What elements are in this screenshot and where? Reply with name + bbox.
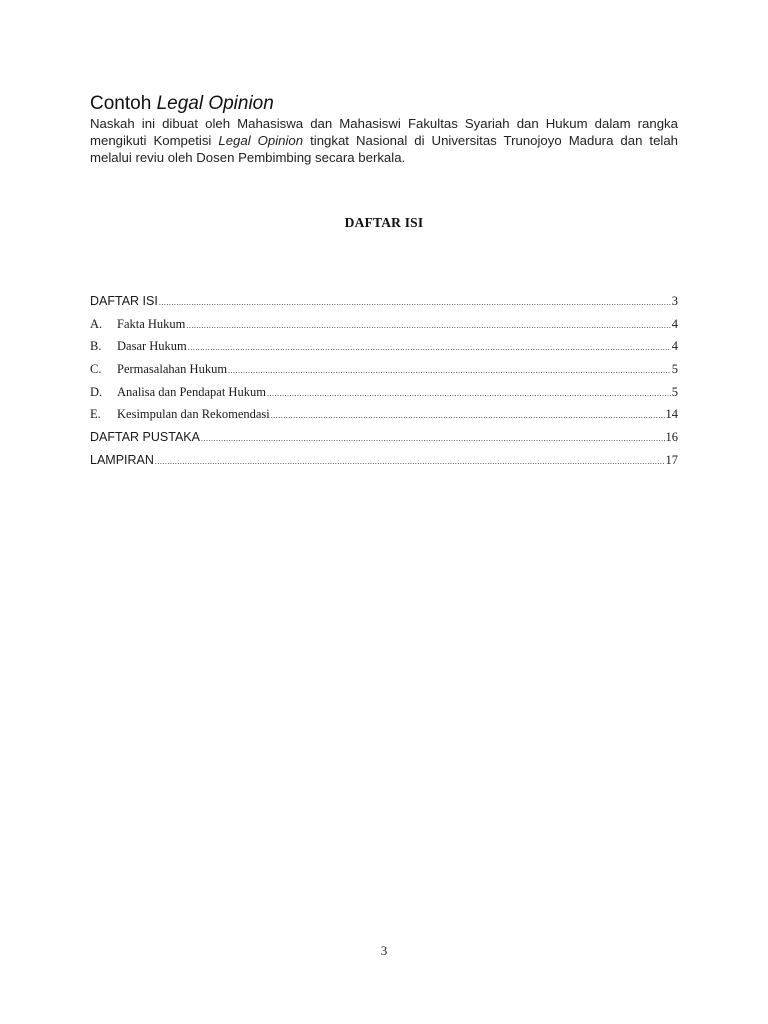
toc-entry-label: DAFTAR ISI xyxy=(90,294,158,308)
toc-entry-page: 4 xyxy=(671,316,678,331)
toc-entry-letter: D. xyxy=(90,384,103,399)
toc-entry-page: 5 xyxy=(671,362,678,377)
intro-paragraph xyxy=(90,115,678,166)
toc-entry-label: Dasar Hukum xyxy=(117,339,187,354)
toc-entry-kesimpulan-rekomendasi[interactable] xyxy=(90,407,678,430)
toc-dot-leader xyxy=(228,366,671,375)
toc-entry-page: 5 xyxy=(671,384,678,399)
toc-entry-daftar-isi[interactable] xyxy=(90,294,678,317)
document-title xyxy=(90,92,274,116)
intro-text-part2: tingkat Nasional di Universitas Trunojoyo Madura dan telah melalui reviu oleh Dosen Pembimbing secara berkala. xyxy=(90,133,679,165)
toc-entry-lampiran[interactable] xyxy=(90,453,678,476)
toc-entry-daftar-pustaka[interactable] xyxy=(90,430,678,453)
title-prefix: Contoh xyxy=(90,93,152,114)
toc-entry-label: Permasalahan Hukum xyxy=(117,362,228,377)
toc-entry-label: LAMPIRAN xyxy=(90,452,154,467)
title-italic: Legal Opinion xyxy=(156,93,274,114)
toc-entry-page: 17 xyxy=(665,452,678,467)
toc-entry-label: DAFTAR PUSTAKA xyxy=(90,430,200,445)
toc-entry-letter: B. xyxy=(90,339,102,354)
toc-dot-leader xyxy=(155,457,665,466)
intro-text-italic: Legal Opinion xyxy=(218,133,304,148)
toc-entry-letter: C. xyxy=(90,362,102,377)
toc-entry-label: Analisa dan Pendapat Hukum xyxy=(117,384,266,399)
toc-dot-leader xyxy=(267,389,671,398)
toc-entry-label: Kesimpulan dan Rekomendasi xyxy=(117,407,270,422)
page-number: 3 xyxy=(380,943,388,958)
toc-dot-leader xyxy=(201,434,665,443)
toc-dot-leader xyxy=(186,321,670,330)
toc-entry-fakta-hukum[interactable] xyxy=(90,317,678,340)
table-of-contents xyxy=(90,294,678,476)
toc-entry-dasar-hukum[interactable] xyxy=(90,339,678,362)
toc-dot-leader xyxy=(159,298,671,307)
toc-dot-leader xyxy=(271,411,665,420)
toc-entry-analisa-pendapat-hukum[interactable] xyxy=(90,385,678,408)
intro-text-part1: Naskah ini dibuat oleh Mahasiswa dan Mahasiswi Fakultas Syariah dan Hukum dalam rangka mengikuti Kompetisi xyxy=(90,116,678,148)
toc-entry-permasalahan-hukum[interactable] xyxy=(90,362,678,385)
toc-entry-page: 16 xyxy=(665,430,678,445)
toc-entry-page: 3 xyxy=(671,294,678,308)
toc-entry-page: 14 xyxy=(665,407,678,422)
toc-dot-leader xyxy=(188,343,671,352)
toc-heading: DAFTAR ISI xyxy=(344,215,424,230)
toc-entry-page: 4 xyxy=(671,339,678,354)
toc-entry-letter: E. xyxy=(90,407,101,422)
toc-entry-label: Fakta Hukum xyxy=(117,316,186,331)
toc-entry-letter: A. xyxy=(90,316,103,331)
